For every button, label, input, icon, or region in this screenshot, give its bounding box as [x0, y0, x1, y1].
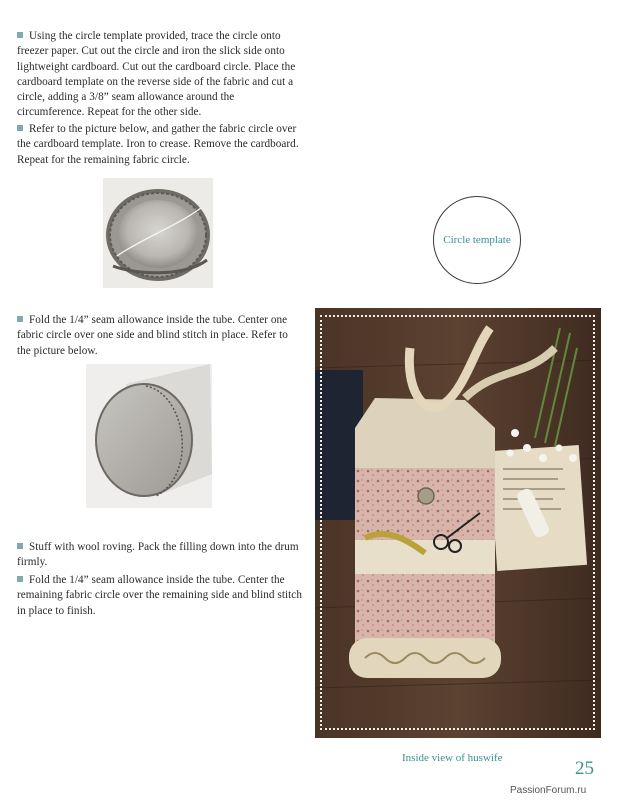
circle-template [433, 196, 521, 284]
instruction-text: Refer to the picture below, and gather the fabric circle over the cardboard template. Iron to crease. Remove the cardboard. Repeat for the remaining fabric circle. [17, 123, 299, 166]
drum-end-illustration [86, 364, 212, 508]
huswife-photo [315, 308, 601, 738]
instruction-step [17, 122, 302, 168]
gathered-circle-illustration [103, 178, 213, 288]
square-bullet-icon [17, 543, 23, 549]
gathered-circle-photo [103, 178, 213, 288]
square-bullet-icon [17, 125, 23, 131]
instruction-step [17, 29, 302, 120]
instruction-text: Using the circle template provided, trace the circle onto freezer paper. Cut out the circle and iron the slick side onto lightweight cardboard. Cut out the cardboard circle. Place the cardboard template on the reverse side of the fabric and cut a circle, adding a 3/8” seam allowance around the circumference. Repeat for the other side. [17, 30, 296, 119]
photo-caption: Inside view of huswife [402, 752, 503, 764]
circle-template-label: Circle template [443, 234, 511, 246]
instruction-text: Stuff with wool roving. Pack the filling down into the drum firmly. [17, 541, 299, 569]
square-bullet-icon [17, 316, 23, 322]
instruction-step [17, 313, 302, 359]
instruction-text: Fold the 1/4” seam allowance inside the tube. Center one fabric circle over one side and blind stitch in place. Refer to the picture below. [17, 314, 288, 357]
watermark: PassionForum.ru [510, 785, 587, 796]
instruction-step [17, 540, 302, 570]
square-bullet-icon [17, 576, 23, 582]
stitched-drum-end-photo [86, 364, 212, 508]
instruction-text: Fold the 1/4” seam allowance inside the tube. Center the remaining fabric circle over the remaining side and blind stitch in place to finish. [17, 574, 302, 617]
huswife-illustration [315, 308, 601, 738]
instruction-step [17, 573, 302, 619]
square-bullet-icon [17, 32, 23, 38]
page-number: 25 [575, 758, 594, 779]
